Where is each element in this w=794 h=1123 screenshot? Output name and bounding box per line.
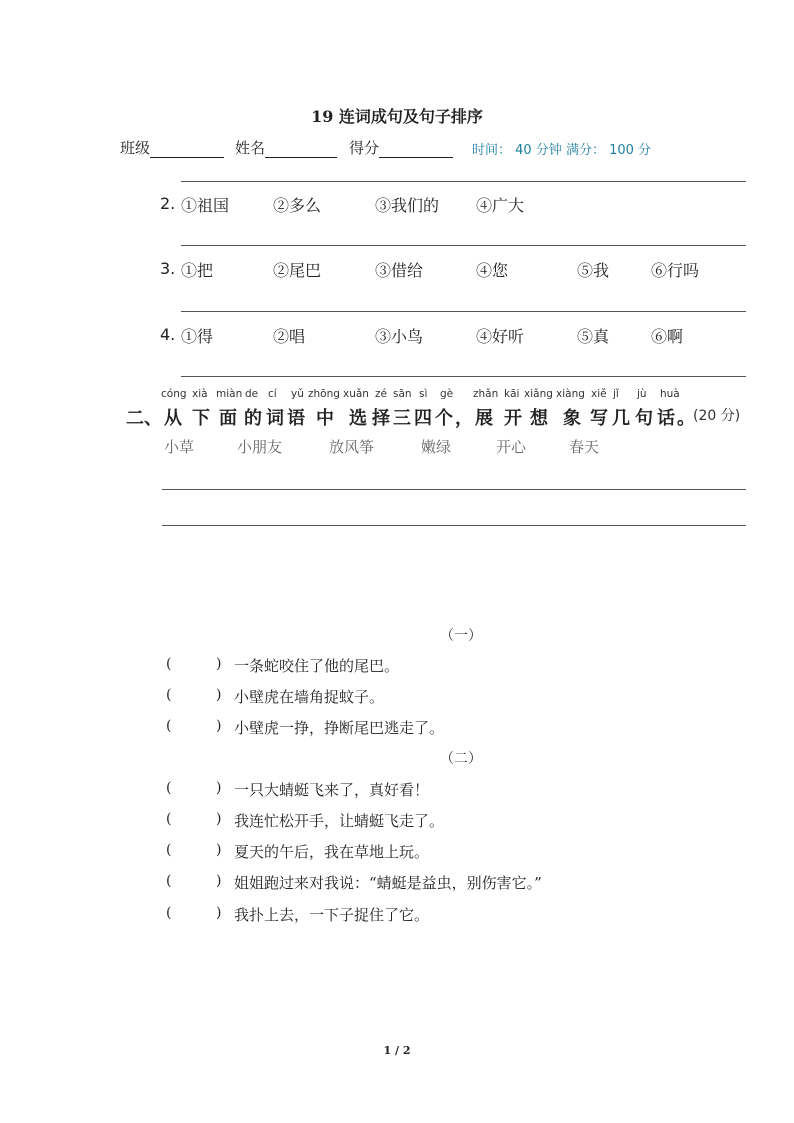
word-option: ①把 <box>181 261 214 280</box>
word-bank-item: 开心 <box>496 438 527 456</box>
order-paren-close: ) <box>216 718 222 734</box>
pinyin: xià <box>192 388 208 400</box>
answer-line-6[interactable] <box>162 525 746 526</box>
heading-char: 从 <box>164 408 182 429</box>
section-points: (20 分) <box>693 408 741 424</box>
score-field <box>349 137 453 158</box>
pinyin: xiě <box>591 388 607 400</box>
pinyin: cí <box>268 388 277 400</box>
class-field <box>120 137 224 158</box>
pinyin: kāi <box>504 388 520 400</box>
page-title: 19 连词成句及句子排序 <box>311 107 483 126</box>
heading-char: 写 <box>590 408 608 429</box>
word-bank-item: 放风筝 <box>329 438 375 456</box>
word-option: ⑥行吗 <box>651 261 700 280</box>
class-blank[interactable] <box>150 141 224 158</box>
order-paren-close: ) <box>216 780 222 796</box>
sentence: 小壁虎在墙角捉蚊子。 <box>234 688 385 706</box>
sentence: 我连忙松开手，让蜻蜓飞走了。 <box>234 812 445 830</box>
order-paren-open[interactable]: ( <box>166 687 172 703</box>
order-paren-close: ) <box>216 842 222 858</box>
word-option: ①得 <box>181 327 214 346</box>
question-number: 3. <box>160 259 176 278</box>
pinyin: huà <box>660 388 680 400</box>
order-paren-open[interactable]: ( <box>166 780 172 796</box>
answer-line-1[interactable] <box>181 181 746 182</box>
name-blank[interactable] <box>265 141 337 158</box>
pinyin: jù <box>637 388 647 400</box>
pinyin: zé <box>375 388 387 400</box>
order-paren-open[interactable]: ( <box>166 842 172 858</box>
heading-char: 四 <box>414 408 432 429</box>
pinyin: sì <box>419 388 428 400</box>
order-paren-close: ) <box>216 687 222 703</box>
order-paren-open[interactable]: ( <box>166 656 172 672</box>
order-paren-open[interactable]: ( <box>166 718 172 734</box>
pinyin: zhōng <box>308 388 340 400</box>
heading-char: 。 <box>677 408 695 429</box>
answer-line-4[interactable] <box>181 376 746 377</box>
pinyin: cóng <box>161 388 187 400</box>
heading-char: 面 <box>219 408 237 429</box>
order-paren-open[interactable]: ( <box>166 811 172 827</box>
heading-char: 象 <box>563 408 581 429</box>
sentence: 姐姐跑过来对我说：“蜻蜓是益虫，别伤害它。” <box>234 874 542 892</box>
word-option: ④您 <box>476 261 509 280</box>
pinyin: zhǎn <box>473 388 499 400</box>
word-bank-item: 小朋友 <box>237 438 283 456</box>
heading-char: 开 <box>504 408 522 429</box>
pinyin: de <box>245 388 259 400</box>
pinyin: xuǎn <box>343 388 369 400</box>
word-option: ③我们的 <box>375 196 440 215</box>
word-option: ④广大 <box>476 196 525 215</box>
class-label: 班级 <box>120 139 151 157</box>
heading-char: 下 <box>192 408 210 429</box>
name-label: 姓名 <box>235 139 266 157</box>
heading-char: 展 <box>475 408 493 429</box>
word-option: ⑤我 <box>577 261 610 280</box>
order-paren-close: ) <box>216 905 222 921</box>
word-option: ①祖国 <box>181 196 230 215</box>
heading-char: 三 <box>393 408 411 429</box>
word-option: ⑤真 <box>577 327 610 346</box>
order-paren-close: ) <box>216 656 222 672</box>
heading-char: ， <box>455 408 473 429</box>
word-option: ②唱 <box>273 327 306 346</box>
word-option: ⑥啊 <box>651 327 684 346</box>
question-number: 4. <box>160 325 176 344</box>
question-number: 2. <box>160 194 176 213</box>
score-label: 得分 <box>349 139 380 157</box>
pinyin: xiǎng <box>524 388 553 400</box>
heading-char: 话 <box>657 408 675 429</box>
order-paren-open[interactable]: ( <box>166 905 172 921</box>
heading-char: 择 <box>372 408 390 429</box>
answer-line-3[interactable] <box>181 311 746 312</box>
time-info: 时间： 40 分钟 满分： 100 分 <box>472 143 652 158</box>
order-paren-close: ) <box>216 873 222 889</box>
heading-char: 的 <box>244 408 262 429</box>
word-option: ③小鸟 <box>375 327 424 346</box>
heading-char: 词 <box>266 408 284 429</box>
heading-char: 想 <box>530 408 548 429</box>
order-paren-close: ) <box>216 811 222 827</box>
sentence: 我扑上去，一下子捉住了它。 <box>234 906 430 924</box>
word-bank-item: 小草 <box>164 438 195 456</box>
heading-char: 语 <box>287 408 305 429</box>
answer-line-5[interactable] <box>162 489 746 490</box>
pinyin: jǐ <box>613 388 619 400</box>
word-bank-item: 嫩绿 <box>421 438 452 456</box>
answer-line-2[interactable] <box>181 245 746 246</box>
word-option: ③借给 <box>375 261 424 280</box>
heading-char: 选 <box>349 408 367 429</box>
section-prefix: 二、 <box>126 408 162 429</box>
pinyin: gè <box>440 388 454 400</box>
sentence: 一只大蜻蜓飞来了，真好看！ <box>234 781 430 799</box>
heading-char: 个 <box>435 408 453 429</box>
sentence: 小壁虎一挣，挣断尾巴逃走了。 <box>234 719 445 737</box>
heading-char: 几 <box>612 408 630 429</box>
heading-char: 句 <box>635 408 653 429</box>
order-paren-open[interactable]: ( <box>166 873 172 889</box>
word-option: ④好听 <box>476 327 525 346</box>
pinyin: sān <box>393 388 412 400</box>
name-field <box>235 137 337 158</box>
group-heading: （二） <box>440 751 482 767</box>
pinyin: miàn <box>216 388 243 400</box>
sentence: 夏天的午后，我在草地上玩。 <box>234 843 430 861</box>
word-option: ②尾巴 <box>273 261 322 280</box>
score-blank[interactable] <box>379 141 453 158</box>
group-heading: （一） <box>440 628 482 644</box>
sentence: 一条蛇咬住了他的尾巴。 <box>234 657 400 675</box>
word-bank-item: 春天 <box>569 438 600 456</box>
pinyin: yǔ <box>291 388 304 400</box>
word-option: ②多么 <box>273 196 322 215</box>
heading-char: 中 <box>316 408 334 429</box>
pinyin: xiàng <box>556 388 585 400</box>
page-number: 1 / 2 <box>383 1044 411 1057</box>
